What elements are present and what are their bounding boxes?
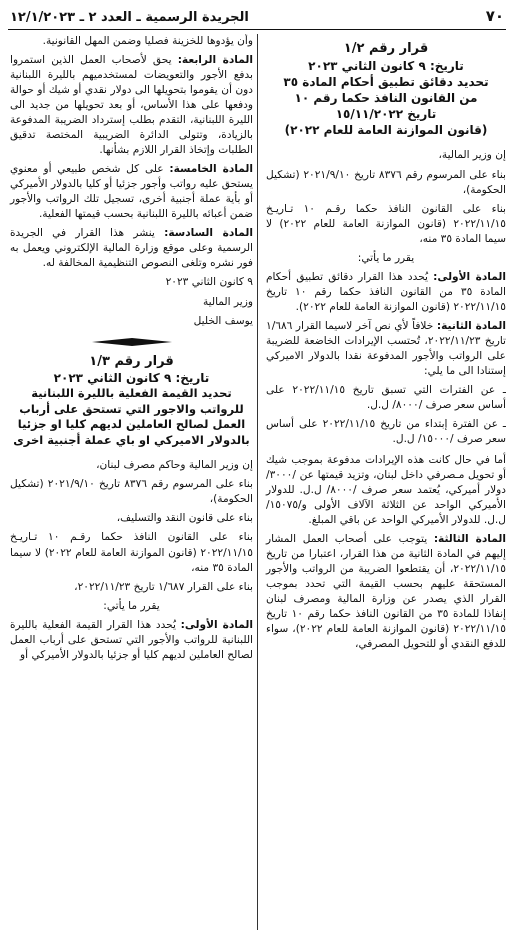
gazette-issue-header: الجريدة الرسمية ـ العدد ٢ ـ ١٢/١/٢٠٢٣ [10,9,249,25]
section-divider [10,337,253,347]
article-label: المادة الثانية: [436,319,506,332]
preamble-paragraph: بناء على المرسوم رقم ٨٣٧٦ تاريخ ٢٠٢١/٩/١٠ (تشكيل الحكومة)، [266,168,506,196]
preamble-paragraph: بناء على القانون النافذ حكما رقـم ١٠ تـاريـخ ٢٠٢٢/١١/١٥ (قانون الموازنة العامة للعام ٢٠٢٢) لا سيما المادة ٣٥ منه، [10,531,254,574]
decision-title: قرار رقم ١/٢ [343,41,429,56]
article-1 [266,270,506,315]
decision-subject-line-2: من القانون النافذ حكما رقم ١٠ [294,90,478,105]
preamble-paragraph: بناء على القانون النافذ حكما رقـم ١٠ تـاريـخ ٢٠٢٢/١١/١٥ (قانون الموازنة العامة للعام ٢٠٢٢) لا سيما المادة ٣٥ منه، [266,202,506,245]
page-number: ٧٠ [485,6,504,25]
article-6 [10,226,253,271]
preamble-intro: إن وزير المالية، [438,149,506,162]
decision-2-title: قرار رقم ١/٣ [89,353,174,369]
article-2 [266,319,506,379]
preamble-paragraph: بناء على المرسوم رقم ٨٣٧٦ تاريخ ٢٠٢١/٩/١٠ (تشكيل الحكومة)، [10,478,253,506]
article-2-continuation: أما في حال كانت هذه الإيرادات مدفوعة بموجب شيك أو تحويل مـصرفي داخل لبنان، وتزيد قيمتها عن /٣٠٠٠/ دولار أميركي، يُعتمد سعر صرف /٨٠٠٠/ ل.ل. للدولار الأميركي الواحد عن الثلاثة الآلاف الأولى و/١٥٠٧٥/ ل.ل. للدولار الأميركي الواحد عن باقي المبلغ. [266,454,506,527]
article-text: خلافاً لأي نص آخر لاسيما القرار ١/٦٨٦ تاريخ ٢٠٢٢/١١/٢٣، تُحتسب الإيرادات الخاضعة للضريبة على الرواتب والأجور المدفوعة نقدا بالدولار الاميركي إستنادا الى ما يلي: [266,319,506,377]
divider-ornament-icon [92,337,172,347]
article-label: المادة الأولى: [433,270,506,283]
decides-heading: يقرر ما يأتي: [357,251,415,264]
left-column [8,34,257,930]
decision-2-article-1 [10,618,253,663]
bullet-item: ـ عن الفترات التي تسبق تاريخ ٢٠٢٢/١١/١٥ على أساس سعر صرف /٨٠٠٠/ ل.ل. [266,383,506,411]
bullet-item: ـ عن الفترة إبتداء من تاريخ ٢٠٢٢/١١/١٥ على أساس سعر صرف /١٥٠٠٠/ ل.ل. [266,417,506,446]
signature-name: يوسف الخليل [193,314,253,327]
article-text: يُحدد هذا القرار القيمة الفعلية بالليرة اللبنانية للرواتب والأجور التي تستحق على أرباب العمل لصالح العاملين لديهم كليا أو جزئيا بالدولار الأميركي أو [10,618,253,661]
decides-heading: يقرر ما يأتي: [103,599,160,612]
decision-subject-line-3: تاريخ ١٥/١١/٢٠٢٢ [335,107,437,122]
article-5 [10,162,253,222]
article-label: المادة الخامسة: [169,163,254,176]
article-label: المادة السادسة: [164,227,253,240]
signature-role: وزير المالية [202,295,253,308]
decision-2-date: تاريخ: ٩ كانون الثاني ٢٠٢٣ [53,371,210,386]
decision-subject-line-1: تحديد دقائق تطبيق أحكام المادة ٣٥ [283,74,489,89]
decision-subject-line-4: (قانون الموازنة العامة للعام ٢٠٢٢) [284,123,488,138]
two-column-body [8,34,506,930]
preamble-intro: إن وزير المالية وحاكم مصرف لبنان، [96,459,253,472]
article-text: يُحدد هذا القرار دقائق تطبيق أحكام المادة ٣٥ من القانون النافذ حكما رقم ١٠ تاريخ ٢٠٢٢/١١/١٥ (قانون الموازنة العامة للعام ٢٠٢٢). [266,270,506,313]
article-text: ينشر هذا القرار في الجريدة الرسمية وعلى موقع وزارة المالية الإلكتروني ويعمل به فور نشره وتلغى النصوص التنظيمية المخالفة له. [10,227,253,270]
decision-date: تاريخ: ٩ كانون الثاني ٢٠٢٣ [308,58,464,73]
page-header [8,6,506,30]
signature-date: ٩ كانون الثاني ٢٠٢٣ [165,276,253,289]
preamble-paragraph: بناء على قانون النقد والتسليف، [116,512,253,525]
article-label: المادة الثالثة: [433,533,506,546]
article-label: المادة الرابعة: [177,54,253,67]
decision-2-subject: تحديد القيمة الفعلية بالليرة اللبنانية للرواتب والاجور التي تستحق على أرباب العمل لصالح العاملين لديهم كليا او جزئيا بالدولار الاميركي او باي عملة أجنبية اخرى [13,386,250,447]
article-4 [10,53,253,158]
article-3 [266,532,506,652]
article-text: يحق لأصحاب العمل الذين استمروا بدفع الأجور والتعويضات لمستخدميهم بالليرة اللبنانية دون أن يقوموا بتحويلها الى دولار نقدي أو شيك أو حوالة ودفعها على هذا الأساس، أو بعد تحويلها من جديد الى الليرة اللبنانية، التقدم بطلب إسترداد الضريبة المدفوعة بالزيادة، وتتولى الدائرة الضريبية المختصة تدقيق الطلبات وإتخاذ القرار اللازم بشأنها. [10,54,253,157]
article-label: المادة الأولى: [180,618,253,631]
right-column [257,34,506,930]
article-3-continuation: وأن يؤدوها للخزينة فصليا وضمن المهل القانونية. [42,35,253,47]
article-text: على كل شخص طبيعي أو معنوي يستحق عليه رواتب وأجور جزئيا أو كليا بالدولار الأميركي أو بأية عملة أجنبية أخرى، تسجيل تلك الرواتب والأجور ضمن أعبائه بالليرة اللبنانية بحسب قيمتها الفعلية. [10,163,253,221]
article-text: يتوجب على أصحاب العمل المشار إليهم في المادة الثانية من هذا القرار، اعتبارا من تاريخ ٢٠٢٢/١١/١٥، أن يقتطعوا الضريبة من الرواتب والأجور المستحقة عليهم بحسب القيمة التي تحدد بموجب القرار الذي يصدر عن وزارة المالية ومصرف لبنان إنفاذا للمادة ٣٥ من القانون النافذ حكما رقم ١٠ تاريخ ٢٠٢٢/١١/١٥ (قانون الموازنة العامة للعام ٢٠٢٢)، سواء للدفع النقدي أو للتحويل المصرفي، [266,533,506,651]
preamble-paragraph: بناء على القرار ١/٦٨٧ تاريخ ٢٠٢٢/١١/٢٣، [74,580,253,593]
